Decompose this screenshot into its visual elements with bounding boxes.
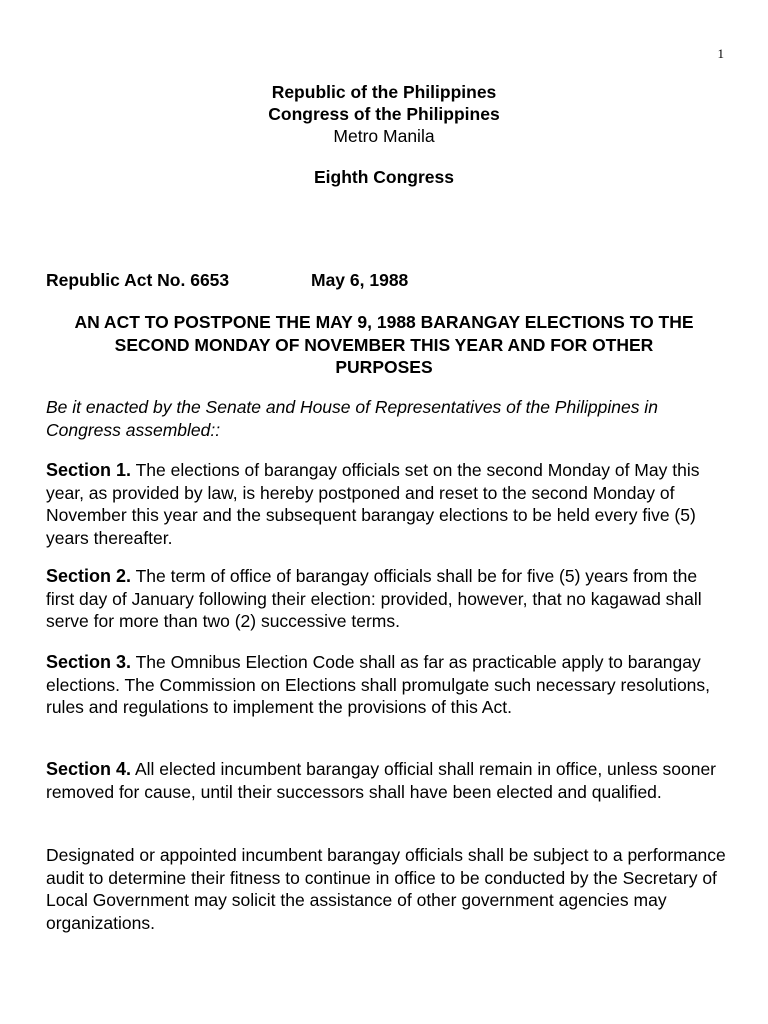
act-title-line: AN ACT TO POSTPONE THE MAY 9, 1988 BARANGAY ELECTIONS TO THE	[74, 312, 694, 332]
section-1	[46, 459, 726, 549]
header-republic: Republic of the Philippines	[271, 82, 497, 102]
section-text: The Omnibus Election Code shall as far as practicable apply to barangay elections. The Commission on Elections shall promulgate such necessary resolutions, rules and regulations to implement the provisions of this Act.	[46, 652, 711, 717]
act-title-line: SECOND MONDAY OF NOVEMBER THIS YEAR AND FOR OTHER	[114, 334, 654, 355]
section-4-paragraph-2: Designated or appointed incumbent barangay officials shall be subject to a performance audit to determine their fitness to continue in office to be conducted by the Secretary of Local Government may solicit the assistance of other government agencies may organizations.	[46, 845, 726, 933]
act-title	[36, 311, 732, 379]
act-title-line: PURPOSES	[335, 357, 433, 377]
section-text: All elected incumbent barangay official shall remain in office, unless sooner removed for cause, until their successors shall have been elected and qualified.	[46, 759, 717, 802]
section-text: The elections of barangay officials set on the second Monday of May this year, as provided by law, is hereby postponed and reset to the second Monday of November this year and the subsequent barangay elections to be held every five (5) years thereafter.	[46, 460, 700, 548]
header-congress-number: Eighth Congress	[313, 167, 454, 187]
act-number-line	[46, 270, 409, 291]
header-congress-name: Congress of the Philippines	[268, 104, 500, 124]
act-date: May 6, 1988	[311, 270, 409, 290]
section-heading: Section 2.	[46, 566, 132, 586]
header-location: Metro Manila	[333, 126, 435, 146]
section-heading: Section 1.	[46, 460, 132, 480]
document-header	[0, 81, 768, 188]
section-4	[46, 758, 726, 803]
enacting-clause: Be it enacted by the Senate and House of Representatives of the Philippines in Congress assembled::	[46, 397, 658, 440]
section-3	[46, 651, 726, 719]
section-heading: Section 4.	[46, 759, 132, 779]
section-text: The term of office of barangay officials shall be for five (5) years from the first day of January following their election: provided, however, that no kagawad shall serve for more than two (2) successive terms.	[46, 566, 702, 631]
section-heading: Section 3.	[46, 652, 132, 672]
section-2	[46, 565, 726, 633]
act-number: Republic Act No. 6653	[46, 270, 230, 290]
page-number: 1	[717, 46, 724, 61]
